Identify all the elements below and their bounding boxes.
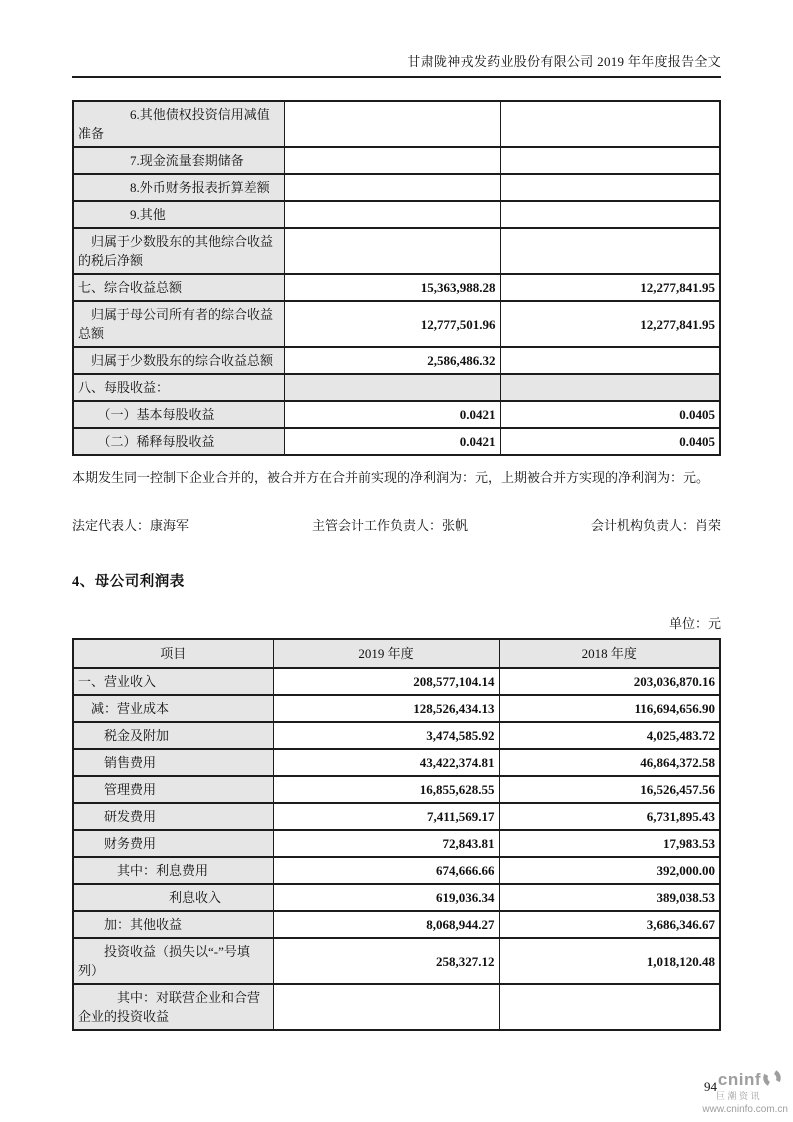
row-label: 7.现金流量套期储备 <box>73 147 284 174</box>
column-header-2018: 2018 年度 <box>499 639 720 668</box>
swirl-icon <box>762 1068 782 1091</box>
signature-line <box>72 515 721 534</box>
table-row <box>73 695 720 722</box>
row-label: 投资收益（损失以“-”号填列） <box>73 938 273 984</box>
cninfo-logo-row <box>666 1070 788 1091</box>
row-value-2018 <box>499 984 720 1030</box>
cninfo-website: www.cninfo.com.cn <box>702 1104 788 1115</box>
row-value-2018: 3,686,346.67 <box>499 911 720 938</box>
table-row <box>73 428 720 455</box>
row-label: （二）稀释每股收益 <box>73 428 284 455</box>
row-value-2018: 389,038.53 <box>499 884 720 911</box>
unit-note: 单位：元 <box>668 616 721 631</box>
table-row <box>73 228 720 274</box>
table-row <box>73 301 720 347</box>
table-row <box>73 984 720 1030</box>
row-label: 管理费用 <box>73 776 273 803</box>
row-value-2018: 0.0405 <box>500 428 720 455</box>
row-label: （一）基本每股收益 <box>73 401 284 428</box>
row-value-2018: 392,000.00 <box>499 857 720 884</box>
row-value-2018: 17,983.53 <box>499 830 720 857</box>
row-value-2018: 16,526,457.56 <box>499 776 720 803</box>
table-row <box>73 722 720 749</box>
row-label: 八、每股收益： <box>73 374 284 401</box>
merger-note: 本期发生同一控制下企业合并的，被合并方在合并前实现的净利润为：元，上期被合并方实现的净利润为：元。 <box>72 470 710 485</box>
column-header-2019: 2019 年度 <box>273 639 499 668</box>
comprehensive-income-table <box>72 100 721 456</box>
table-row <box>73 749 720 776</box>
row-label: 9.其他 <box>73 201 284 228</box>
table-row <box>73 347 720 374</box>
row-label: 8.外币财务报表折算差额 <box>73 174 284 201</box>
row-value-2018: 203,036,870.16 <box>499 668 720 695</box>
table-row <box>73 857 720 884</box>
row-value-2019 <box>284 101 500 147</box>
row-label: 财务费用 <box>73 830 273 857</box>
legal-representative: 法定代表人：康海军 <box>72 518 190 533</box>
row-value-2019: 7,411,569.17 <box>273 803 499 830</box>
row-value-2018: 1,018,120.48 <box>499 938 720 984</box>
row-label: 减：营业成本 <box>73 695 273 722</box>
row-label: 研发费用 <box>73 803 273 830</box>
table-row <box>73 201 720 228</box>
row-value-2018: 46,864,372.58 <box>499 749 720 776</box>
table-row <box>73 668 720 695</box>
row-value-2018: 116,694,656.90 <box>499 695 720 722</box>
row-value-2018 <box>500 228 720 274</box>
row-value-2019: 43,422,374.81 <box>273 749 499 776</box>
table-header-row <box>73 639 720 668</box>
chief-accountant: 主管会计工作负责人：张帆 <box>311 518 468 533</box>
row-value-2019 <box>284 374 500 401</box>
cninfo-chinese-name: 巨潮资讯 <box>715 1091 762 1102</box>
row-value-2019: 128,526,434.13 <box>273 695 499 722</box>
row-value-2019: 16,855,628.55 <box>273 776 499 803</box>
table-row <box>73 911 720 938</box>
row-value-2018: 12,277,841.95 <box>500 274 720 301</box>
row-label: 归属于少数股东的其他综合收益的税后净额 <box>73 228 284 274</box>
header-rule <box>72 76 721 78</box>
row-label: 七、综合收益总额 <box>73 274 284 301</box>
row-value-2018 <box>500 374 720 401</box>
table-row <box>73 401 720 428</box>
table-row <box>73 101 720 147</box>
page-content <box>72 0 721 1095</box>
table-row <box>73 938 720 984</box>
column-header-item: 项目 <box>73 639 273 668</box>
table-row <box>73 884 720 911</box>
row-value-2019: 619,036.34 <box>273 884 499 911</box>
row-value-2018: 12,277,841.95 <box>500 301 720 347</box>
row-label: 6.其他债权投资信用减值准备 <box>73 101 284 147</box>
cninfo-brand-text: cninf <box>717 1070 761 1090</box>
row-label: 销售费用 <box>73 749 273 776</box>
row-value-2019: 674,666.66 <box>273 857 499 884</box>
table-row <box>73 147 720 174</box>
parent-profit-table <box>72 638 721 1031</box>
row-value-2019: 0.0421 <box>284 401 500 428</box>
row-value-2018 <box>500 174 720 201</box>
row-label: 税金及附加 <box>73 722 273 749</box>
row-value-2019 <box>284 147 500 174</box>
table-row <box>73 274 720 301</box>
table-row <box>73 374 720 401</box>
accounting-head: 会计机构负责人：肖荣 <box>590 518 721 533</box>
row-value-2018: 0.0405 <box>500 401 720 428</box>
report-header-title: 甘肃陇神戎发药业股份有限公司 2019 年年度报告全文 <box>407 54 721 69</box>
row-value-2018 <box>500 147 720 174</box>
row-value-2018: 4,025,483.72 <box>499 722 720 749</box>
table-row <box>73 776 720 803</box>
table-row <box>73 174 720 201</box>
row-value-2019: 8,068,944.27 <box>273 911 499 938</box>
row-value-2019: 208,577,104.14 <box>273 668 499 695</box>
row-value-2019: 0.0421 <box>284 428 500 455</box>
row-value-2019: 15,363,988.28 <box>284 274 500 301</box>
row-value-2019: 3,474,585.92 <box>273 722 499 749</box>
row-label: 利息收入 <box>73 884 273 911</box>
row-value-2018: 6,731,895.43 <box>499 803 720 830</box>
row-label: 一、营业收入 <box>73 668 273 695</box>
row-value-2019 <box>284 228 500 274</box>
row-value-2019: 258,327.12 <box>273 938 499 984</box>
section-title: 4、母公司利润表 <box>72 574 185 590</box>
row-label: 其中：对联营企业和合营企业的投资收益 <box>73 984 273 1030</box>
table-row <box>73 803 720 830</box>
table-row <box>73 830 720 857</box>
row-value-2018 <box>500 347 720 374</box>
row-value-2018 <box>500 201 720 228</box>
row-label: 归属于少数股东的综合收益总额 <box>73 347 284 374</box>
row-value-2019: 12,777,501.96 <box>284 301 500 347</box>
page-number: 94 <box>704 1079 717 1094</box>
row-value-2019: 2,586,486.32 <box>284 347 500 374</box>
row-value-2019 <box>273 984 499 1030</box>
row-value-2019: 72,843.81 <box>273 830 499 857</box>
row-value-2019 <box>284 201 500 228</box>
row-value-2018 <box>500 101 720 147</box>
row-label: 其中：利息费用 <box>73 857 273 884</box>
row-label: 加：其他收益 <box>73 911 273 938</box>
row-value-2019 <box>284 174 500 201</box>
row-label: 归属于母公司所有者的综合收益总额 <box>73 301 284 347</box>
cninfo-logo <box>666 1070 788 1115</box>
